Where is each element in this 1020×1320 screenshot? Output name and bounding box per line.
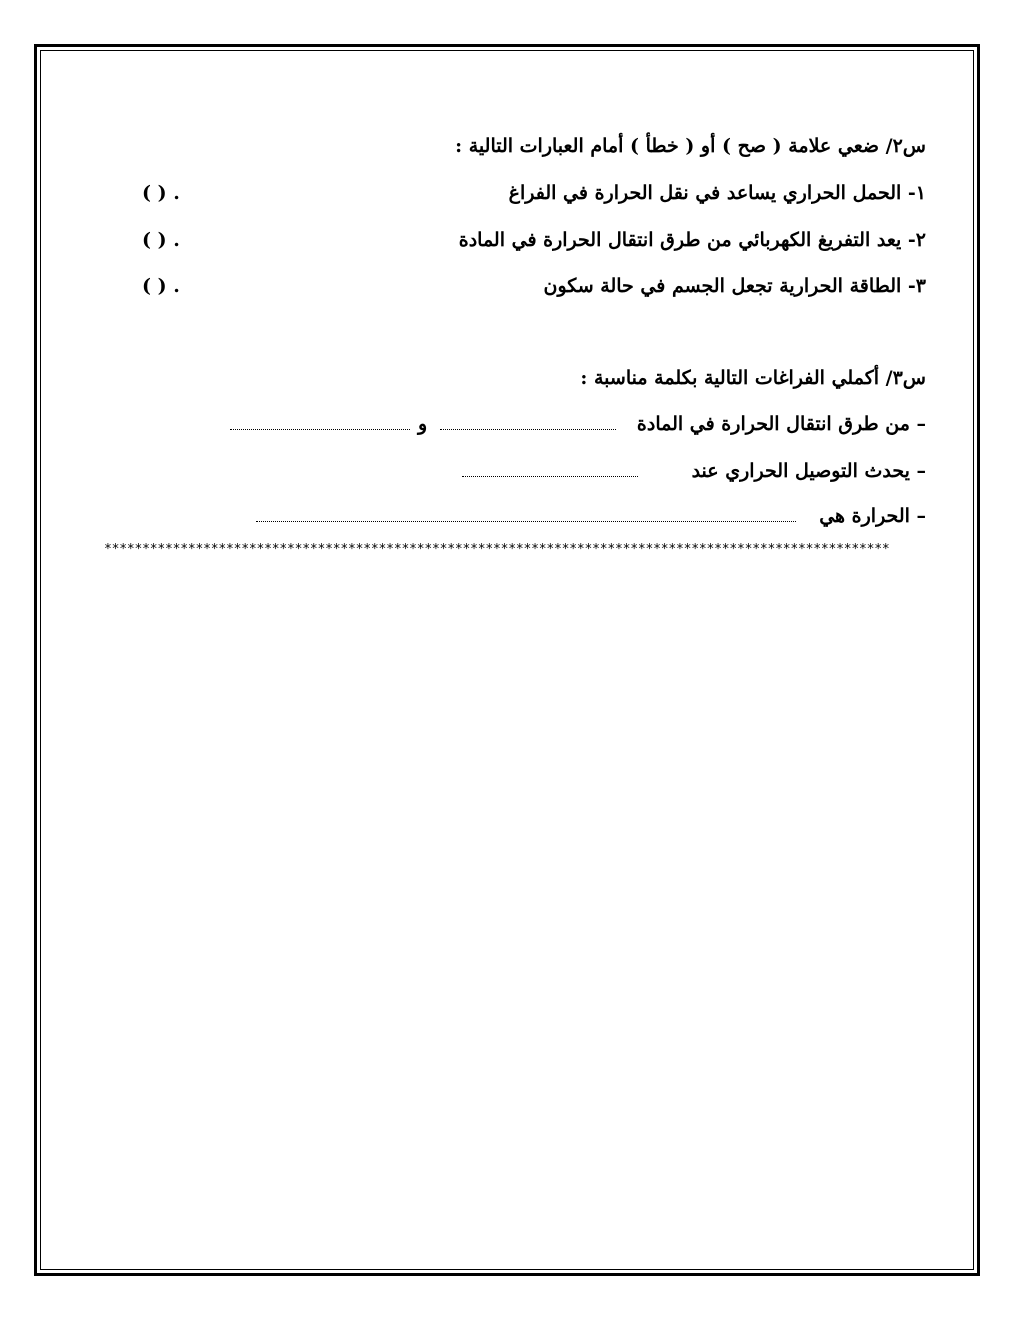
q3-conjunction: و (418, 413, 428, 435)
q3-blank-1a[interactable] (440, 429, 616, 430)
q2-item-2: ٢- يعد التفريغ الكهربائي من طرق انتقال الحرارة في المادة (458, 229, 926, 251)
q3-blank-2[interactable] (462, 476, 638, 477)
q2-item-1: ١- الحمل الحراري يساعد في نقل الحرارة في الفراغ (508, 182, 926, 204)
q3-item-3: – الحرارة هي (819, 505, 926, 527)
q3-item-1: – من طرق انتقال الحرارة في المادة (636, 413, 926, 435)
q2-answer-3[interactable]: ( ) . (142, 275, 180, 297)
q3-item-2: – يحدث التوصيل الحراري عند (691, 460, 926, 482)
q2-title: س٢/ ضعي علامة ( صح ) أو ( خطأ ) أمام العبارات التالية : (455, 135, 926, 157)
q2-answer-2[interactable]: ( ) . (142, 229, 180, 251)
q3-blank-3[interactable] (256, 521, 796, 522)
q3-blank-1b[interactable] (230, 429, 410, 430)
q3-title: س٣/ أكملي الفراغات التالية بكلمة مناسبة : (580, 367, 926, 389)
q2-answer-1[interactable]: ( ) . (142, 182, 180, 204)
q2-item-3: ٣- الطاقة الحرارية تجعل الجسم في حالة سكون (543, 275, 926, 297)
separator-stars: ******************************************************************************************************* (104, 542, 890, 557)
